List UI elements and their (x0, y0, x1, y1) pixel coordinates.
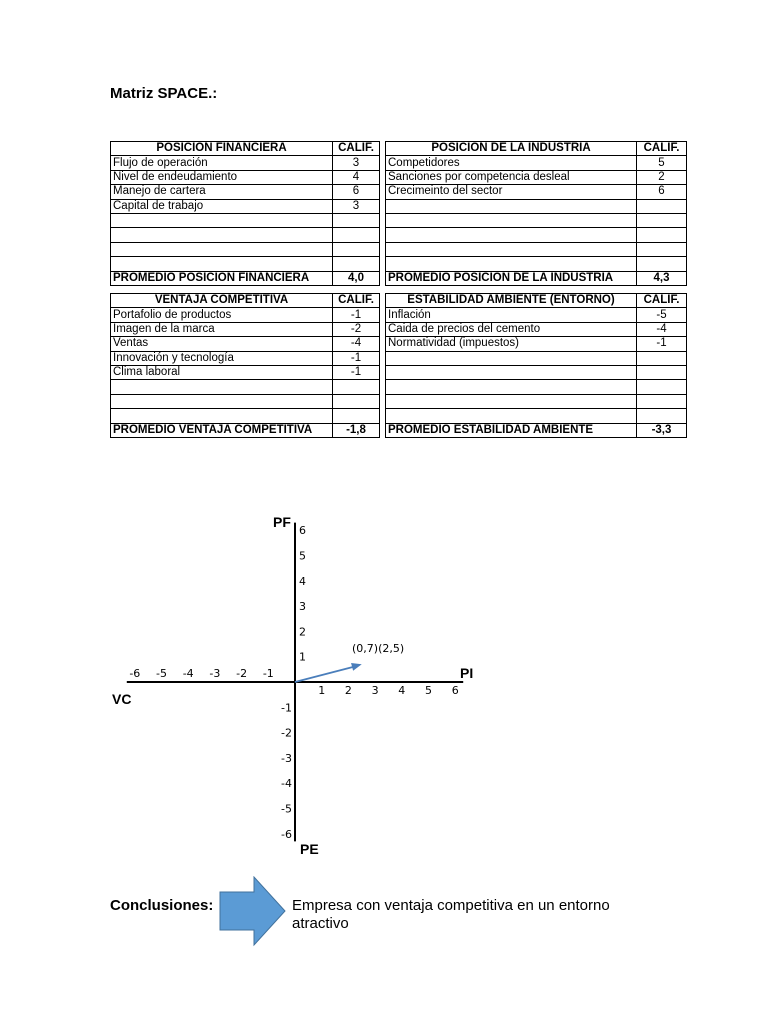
calif-header: CALIF. (637, 142, 687, 156)
factor-value: 3 (333, 156, 380, 170)
factor-label: Nivel de endeudamiento (111, 170, 333, 184)
average-label: PROMEDIO ESTABILIDAD AMBIENTE (386, 423, 637, 437)
factor-label: Manejo de cartera (111, 185, 333, 199)
x-tick-label: 4 (398, 684, 406, 697)
y-tick-label: 2 (299, 625, 306, 639)
y-tick-label: -5 (281, 802, 292, 816)
factor-label: Flujo de operación (111, 156, 333, 170)
calif-header: CALIF. (637, 294, 687, 308)
x-tick-label: 3 (371, 684, 379, 697)
x-tick-label: -4 (182, 667, 194, 680)
axis-label-pi: PI (460, 665, 474, 681)
average-value: -1,8 (333, 423, 380, 437)
average-value: 4,0 (333, 271, 380, 285)
x-tick-label: 1 (318, 684, 326, 697)
average-label: PROMEDIO POSICIÓN FINANCIERA (111, 271, 333, 285)
factor-value: 6 (333, 185, 380, 199)
x-tick-label: -2 (236, 667, 248, 680)
factor-value: -1 (333, 308, 380, 322)
factor-label: Crecimeinto del sector (386, 185, 637, 199)
x-tick-label: 5 (425, 684, 432, 697)
vector-arrowhead (351, 663, 362, 671)
average-value: 4,3 (637, 271, 687, 285)
column-header: VENTAJA COMPETITIVA (111, 294, 333, 308)
factor-label: Innovación y tecnología (111, 351, 333, 365)
factor-value: -5 (637, 308, 687, 322)
factor-label: Capital de trabajo (111, 199, 333, 213)
y-tick-label: 3 (299, 600, 306, 614)
page-title: Matriz SPACE.: (110, 85, 218, 102)
factor-value: -2 (333, 322, 380, 336)
factor-value: -1 (333, 365, 380, 379)
column-header: POSICION DE LA INDUSTRIA (386, 142, 637, 156)
factor-value: -4 (333, 337, 380, 351)
y-tick-label: 1 (299, 650, 306, 664)
axis-label-pf: PF (273, 514, 291, 530)
factor-label: Clima laboral (111, 365, 333, 379)
factor-label: Competidores (386, 156, 637, 170)
factor-value: 5 (637, 156, 687, 170)
factor-label: Imagen de la marca (111, 322, 333, 336)
y-tick-label: -1 (281, 701, 292, 715)
y-tick-label: -2 (281, 726, 292, 740)
axis-label-pe: PE (300, 841, 319, 857)
average-label: PROMEDIO POSICIÓN DE LA INDUSTRIA (386, 271, 637, 285)
y-tick-label: 4 (299, 574, 306, 588)
right-arrow-icon (218, 876, 288, 948)
vector-line (295, 666, 356, 682)
y-tick-label: -3 (281, 751, 292, 765)
factor-value: -1 (333, 351, 380, 365)
y-tick-label: 6 (299, 524, 306, 538)
y-tick-label: -6 (281, 827, 292, 841)
column-header: ESTABILIDAD AMBIENTE (ENTORNO) (386, 294, 637, 308)
factor-label: Ventas (111, 337, 333, 351)
factor-label: Caida de precios del cemento (386, 322, 637, 336)
vector-label: (0,7)(2,5) (352, 642, 405, 655)
factor-value: -4 (637, 322, 687, 336)
factor-value: 4 (333, 170, 380, 184)
factor-value: 2 (637, 170, 687, 184)
factor-label: Sanciones por competencia desleal (386, 170, 637, 184)
factor-label: Portafolio de productos (111, 308, 333, 322)
factor-value: 3 (333, 199, 380, 213)
column-header: POSICION FINANCIERA (111, 142, 333, 156)
y-tick-label: 5 (299, 549, 306, 563)
factor-label: Normatividad (impuestos) (386, 337, 637, 351)
x-tick-label: -3 (209, 667, 221, 680)
calif-header: CALIF. (333, 142, 380, 156)
x-tick-label: -1 (262, 667, 274, 680)
x-tick-label: -6 (129, 667, 141, 680)
average-label: PROMEDIO VENTAJA COMPETITIVA (111, 423, 333, 437)
average-value: -3,3 (637, 423, 687, 437)
y-tick-label: -4 (281, 777, 292, 791)
conclusions-text: Empresa con ventaja competitiva en un entorno atractivo (292, 897, 610, 932)
factor-value: 6 (637, 185, 687, 199)
axis-label-vc: VC (112, 691, 132, 707)
x-tick-label: 6 (451, 684, 459, 697)
factor-label: Inflación (386, 308, 637, 322)
calif-header: CALIF. (333, 294, 380, 308)
x-tick-label: -5 (156, 667, 167, 680)
conclusions-label: Conclusiones: (110, 897, 214, 914)
factor-value: -1 (637, 337, 687, 351)
x-tick-label: 2 (344, 684, 352, 697)
